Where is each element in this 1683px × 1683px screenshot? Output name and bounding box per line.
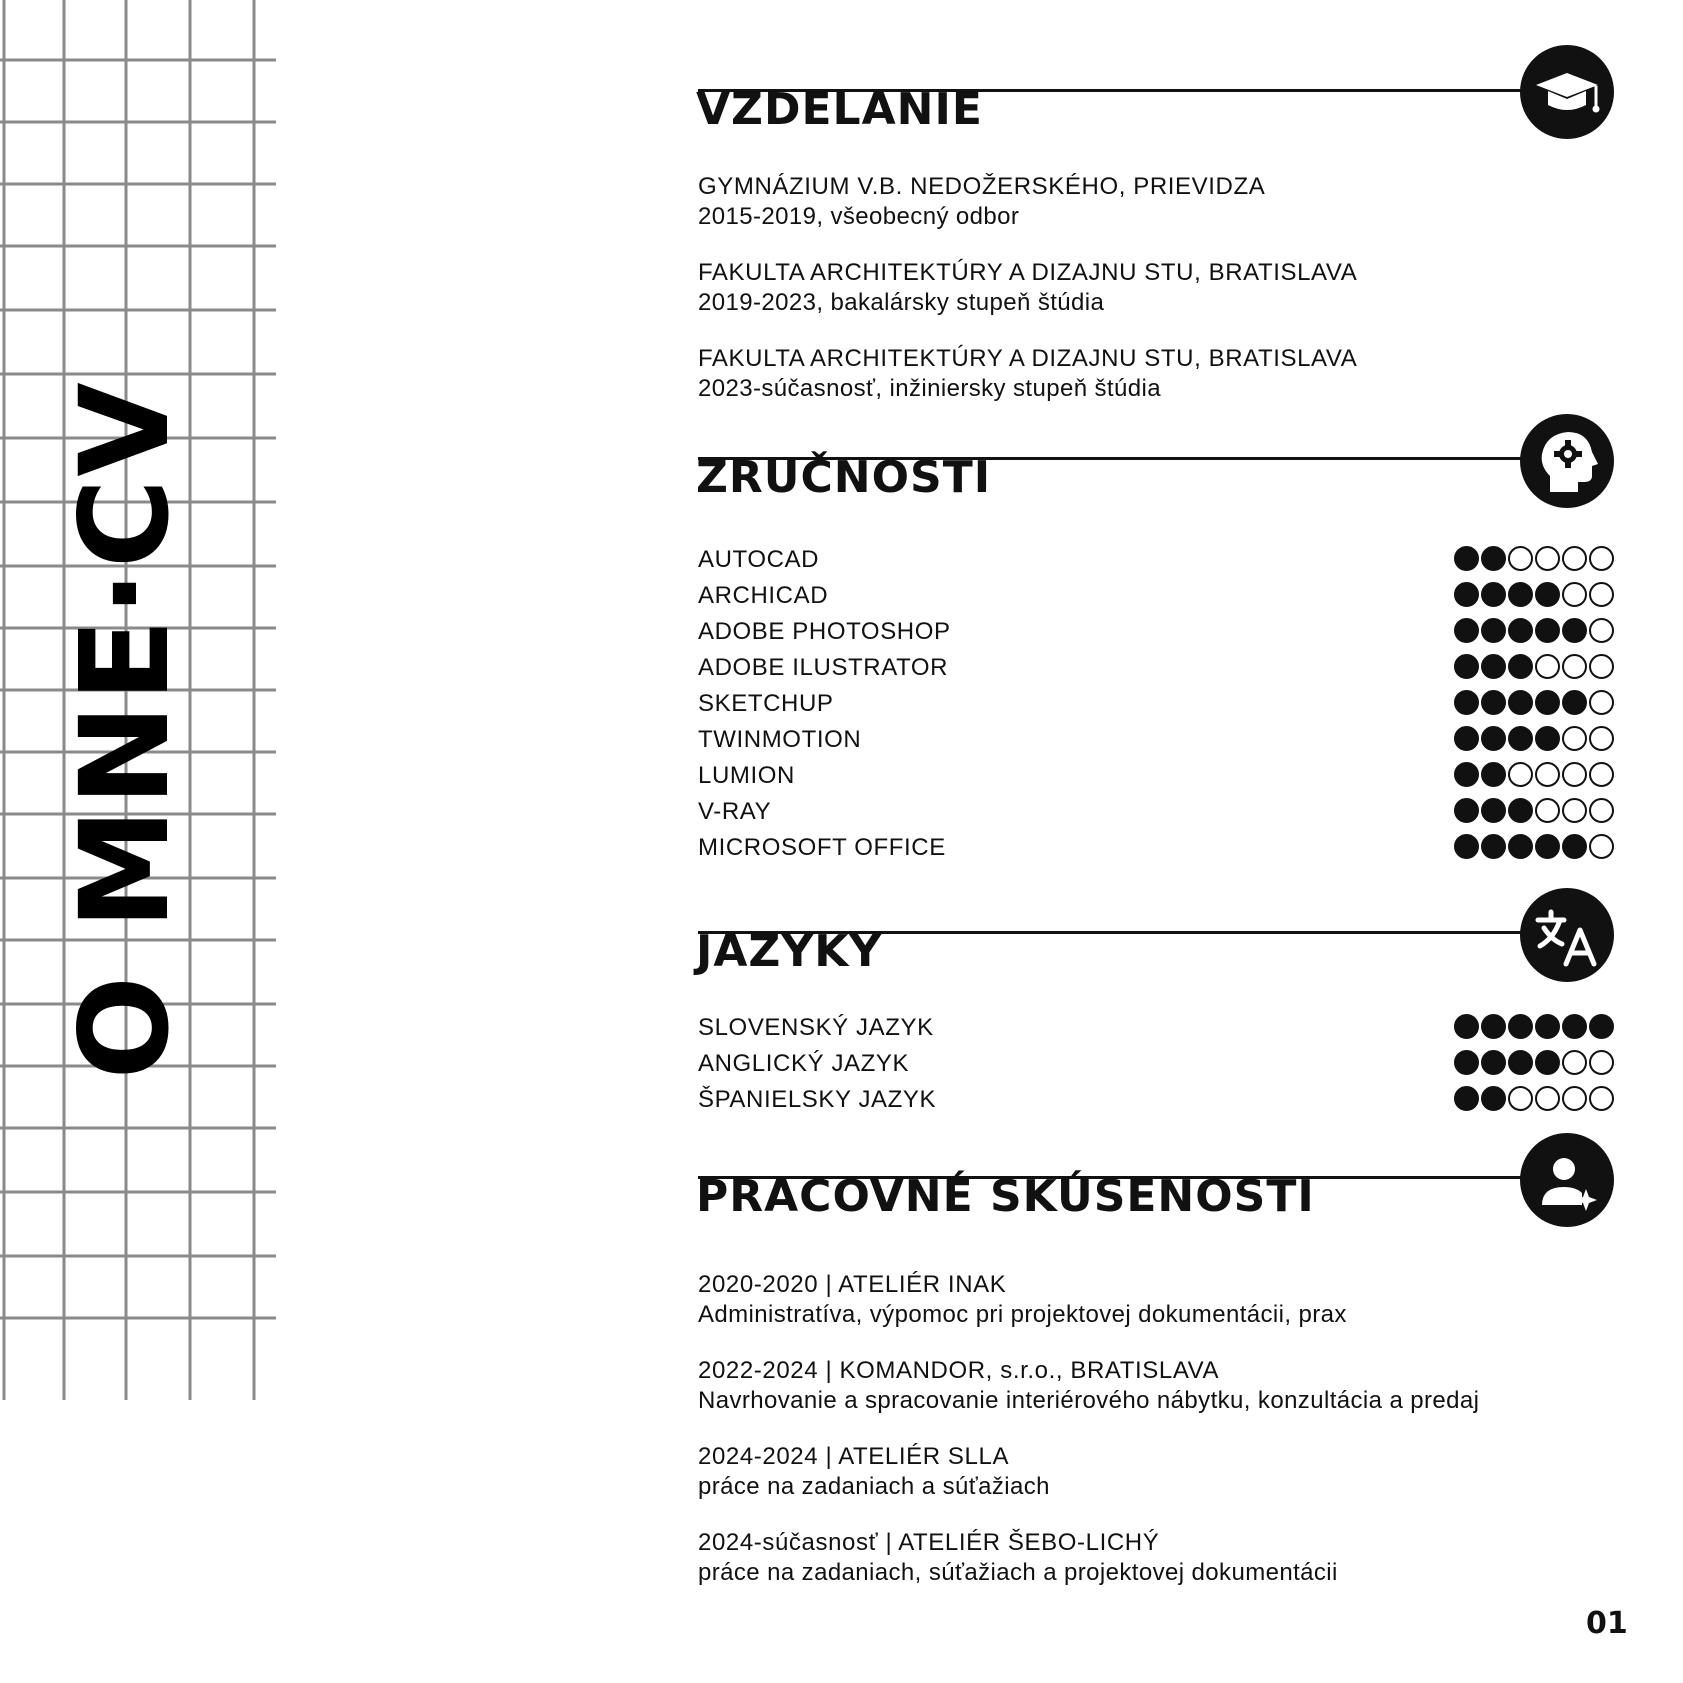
rating-dot-empty bbox=[1589, 690, 1614, 715]
language-name: ŠPANIELSKY JAZYK bbox=[698, 1086, 937, 1113]
experience-entry bbox=[698, 1442, 1050, 1502]
skill-name: ADOBE ILUSTRATOR bbox=[698, 654, 949, 681]
rating-dot-filled bbox=[1481, 1086, 1506, 1111]
skill-row bbox=[698, 830, 1614, 864]
rating-dot-empty bbox=[1589, 654, 1614, 679]
skill-name: TWINMOTION bbox=[698, 726, 862, 753]
rating-dot-empty bbox=[1562, 1086, 1587, 1111]
education-entry-title: FAKULTA ARCHITEKTÚRY A DIZAJNU STU, BRATISLAVA bbox=[698, 259, 1358, 286]
page-number: 01 bbox=[1586, 1606, 1628, 1641]
rating-dot-empty bbox=[1535, 798, 1560, 823]
person-star-icon bbox=[1520, 1133, 1614, 1227]
skill-name: MICROSOFT OFFICE bbox=[698, 834, 946, 861]
rating-dot-empty bbox=[1562, 546, 1587, 571]
experience-entry bbox=[698, 1270, 1347, 1330]
rating-dot-filled bbox=[1481, 690, 1506, 715]
experience-entry bbox=[698, 1356, 1479, 1416]
rating-dot-empty bbox=[1508, 546, 1533, 571]
rating-dot-filled bbox=[1508, 690, 1533, 715]
rating-dot-filled bbox=[1508, 1014, 1533, 1039]
skill-name: LUMION bbox=[698, 762, 795, 789]
language-row bbox=[698, 1082, 1614, 1116]
skill-rating bbox=[1454, 546, 1614, 572]
rating-dot-filled bbox=[1481, 726, 1506, 751]
skill-rating bbox=[1454, 690, 1614, 716]
rating-dot-filled bbox=[1562, 690, 1587, 715]
skill-rating bbox=[1454, 726, 1614, 752]
rating-dot-empty bbox=[1562, 582, 1587, 607]
rating-dot-filled bbox=[1508, 1050, 1533, 1075]
rating-dot-empty bbox=[1589, 1086, 1614, 1111]
rating-dot-filled bbox=[1508, 654, 1533, 679]
rating-dot-filled bbox=[1535, 582, 1560, 607]
rating-dot-filled bbox=[1481, 798, 1506, 823]
rating-dot-empty bbox=[1508, 762, 1533, 787]
skill-row bbox=[698, 650, 1614, 684]
language-rating bbox=[1454, 1086, 1614, 1112]
skill-rating bbox=[1454, 618, 1614, 644]
rating-dot-filled bbox=[1508, 618, 1533, 643]
rating-dot-filled bbox=[1562, 834, 1587, 859]
languages-heading: JAZYKY bbox=[696, 926, 883, 977]
rating-dot-filled bbox=[1508, 798, 1533, 823]
rating-dot-filled bbox=[1454, 582, 1479, 607]
rating-dot-empty bbox=[1562, 654, 1587, 679]
rating-dot-empty bbox=[1562, 1050, 1587, 1075]
skill-rating bbox=[1454, 582, 1614, 608]
rating-dot-empty bbox=[1589, 546, 1614, 571]
translate-icon bbox=[1520, 888, 1614, 982]
rating-dot-empty bbox=[1535, 1086, 1560, 1111]
experience-entry-subtitle: práce na zadaniach a súťažiach bbox=[698, 1473, 1050, 1500]
rating-dot-empty bbox=[1535, 546, 1560, 571]
rating-dot-empty bbox=[1562, 726, 1587, 751]
rating-dot-filled bbox=[1535, 834, 1560, 859]
rating-dot-filled bbox=[1454, 834, 1479, 859]
rating-dot-filled bbox=[1454, 1086, 1479, 1111]
skill-row bbox=[698, 578, 1614, 612]
rating-dot-empty bbox=[1562, 798, 1587, 823]
education-entry-title: GYMNÁZIUM V.B. NEDOŽERSKÉHO, PRIEVIDZA bbox=[698, 173, 1266, 200]
rating-dot-filled bbox=[1454, 798, 1479, 823]
rating-dot-filled bbox=[1454, 690, 1479, 715]
rating-dot-filled bbox=[1481, 546, 1506, 571]
language-row bbox=[698, 1010, 1614, 1044]
rating-dot-empty bbox=[1589, 798, 1614, 823]
rating-dot-empty bbox=[1589, 834, 1614, 859]
education-heading: VZDELANIE bbox=[696, 84, 983, 135]
rating-dot-empty bbox=[1508, 1086, 1533, 1111]
skill-name: ARCHICAD bbox=[698, 582, 829, 609]
rating-dot-filled bbox=[1481, 654, 1506, 679]
rating-dot-empty bbox=[1589, 726, 1614, 751]
rating-dot-empty bbox=[1589, 582, 1614, 607]
rating-dot-filled bbox=[1454, 654, 1479, 679]
education-entry bbox=[698, 258, 1357, 318]
education-entry-subtitle: 2023-súčasnosť, inžiniersky stupeň štúdia bbox=[698, 375, 1161, 402]
skill-rating bbox=[1454, 654, 1614, 680]
graduation-cap-icon bbox=[1520, 45, 1614, 139]
skill-row bbox=[698, 542, 1614, 576]
education-entry-title: FAKULTA ARCHITEKTÚRY A DIZAJNU STU, BRATISLAVA bbox=[698, 345, 1358, 372]
rating-dot-empty bbox=[1535, 654, 1560, 679]
experience-heading: PRACOVNÉ SKÚSENOSTI bbox=[696, 1171, 1315, 1222]
rating-dot-filled bbox=[1589, 1014, 1614, 1039]
education-entry bbox=[698, 172, 1265, 232]
rating-dot-filled bbox=[1481, 762, 1506, 787]
experience-entry-title: 2020-2020 | ATELIÉR INAK bbox=[698, 1271, 1007, 1298]
language-rating bbox=[1454, 1050, 1614, 1076]
head-gear-icon bbox=[1520, 414, 1614, 508]
rating-dot-filled bbox=[1508, 834, 1533, 859]
skill-name: ADOBE PHOTOSHOP bbox=[698, 618, 951, 645]
rating-dot-filled bbox=[1562, 618, 1587, 643]
rating-dot-filled bbox=[1481, 582, 1506, 607]
rating-dot-filled bbox=[1481, 1014, 1506, 1039]
rating-dot-filled bbox=[1481, 834, 1506, 859]
rating-dot-filled bbox=[1535, 690, 1560, 715]
experience-entry-subtitle: Navrhovanie a spracovanie interiérového nábytku, konzultácia a predaj bbox=[698, 1387, 1480, 1414]
rating-dot-filled bbox=[1535, 1014, 1560, 1039]
experience-entry-title: 2024-súčasnosť | ATELIÉR ŠEBO-LICHÝ bbox=[698, 1529, 1160, 1556]
vertical-page-title: O MNE·CV bbox=[54, 380, 196, 1080]
rating-dot-filled bbox=[1535, 618, 1560, 643]
rating-dot-filled bbox=[1454, 726, 1479, 751]
rating-dot-filled bbox=[1535, 1050, 1560, 1075]
skill-row bbox=[698, 686, 1614, 720]
rating-dot-filled bbox=[1562, 1014, 1587, 1039]
experience-entry-subtitle: Administratíva, výpomoc pri projektovej dokumentácii, prax bbox=[698, 1301, 1347, 1328]
skill-rating bbox=[1454, 762, 1614, 788]
language-name: ANGLICKÝ JAZYK bbox=[698, 1050, 910, 1077]
skills-heading: ZRUČNOSTI bbox=[696, 452, 992, 503]
language-name: SLOVENSKÝ JAZYK bbox=[698, 1014, 934, 1041]
skill-row bbox=[698, 614, 1614, 648]
language-rating bbox=[1454, 1014, 1614, 1040]
rating-dot-filled bbox=[1454, 618, 1479, 643]
rating-dot-empty bbox=[1589, 762, 1614, 787]
skill-row bbox=[698, 758, 1614, 792]
education-entry-subtitle: 2015-2019, všeobecný odbor bbox=[698, 203, 1020, 230]
rating-dot-filled bbox=[1454, 546, 1479, 571]
rating-dot-filled bbox=[1454, 1014, 1479, 1039]
skill-rating bbox=[1454, 834, 1614, 860]
experience-entry-title: 2022-2024 | KOMANDOR, s.r.o., BRATISLAVA bbox=[698, 1357, 1220, 1384]
rating-dot-filled bbox=[1481, 618, 1506, 643]
experience-entry-title: 2024-2024 | ATELIÉR SLLA bbox=[698, 1443, 1010, 1470]
rating-dot-filled bbox=[1508, 726, 1533, 751]
experience-entry-subtitle: práce na zadaniach, súťažiach a projektovej dokumentácii bbox=[698, 1559, 1338, 1586]
skill-name: SKETCHUP bbox=[698, 690, 834, 717]
rating-dot-filled bbox=[1481, 1050, 1506, 1075]
rating-dot-empty bbox=[1535, 762, 1560, 787]
skill-rating bbox=[1454, 798, 1614, 824]
rating-dot-filled bbox=[1454, 1050, 1479, 1075]
skill-name: AUTOCAD bbox=[698, 546, 820, 573]
skill-row bbox=[698, 722, 1614, 756]
rating-dot-empty bbox=[1562, 762, 1587, 787]
language-row bbox=[698, 1046, 1614, 1080]
rating-dot-empty bbox=[1589, 1050, 1614, 1075]
skill-row bbox=[698, 794, 1614, 828]
education-entry bbox=[698, 344, 1357, 404]
rating-dot-filled bbox=[1535, 726, 1560, 751]
experience-entry bbox=[698, 1528, 1338, 1588]
rating-dot-filled bbox=[1508, 582, 1533, 607]
rating-dot-filled bbox=[1454, 762, 1479, 787]
rating-dot-empty bbox=[1589, 618, 1614, 643]
education-entry-subtitle: 2019-2023, bakalársky stupeň štúdia bbox=[698, 289, 1105, 316]
skill-name: V-RAY bbox=[698, 798, 772, 825]
